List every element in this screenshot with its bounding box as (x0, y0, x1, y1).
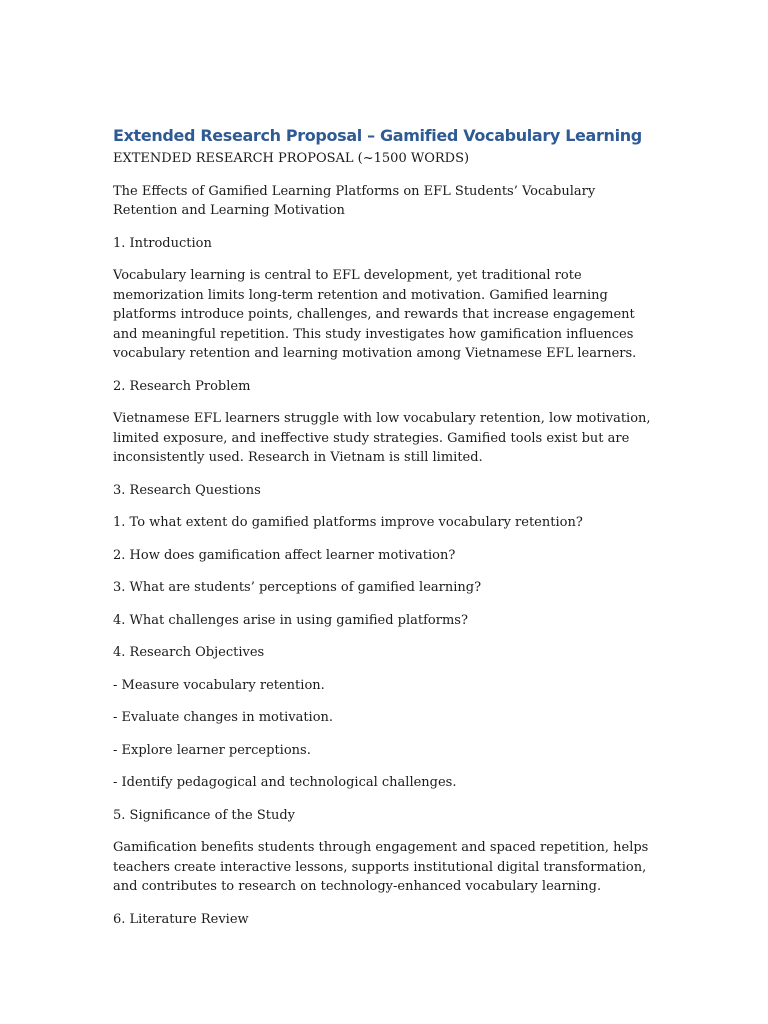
research-question-item: 3. What are students’ perceptions of gamified learning? (113, 580, 482, 595)
research-objective-item: - Measure vocabulary retention. (113, 677, 325, 693)
research-objective-item: - Explore learner perceptions. (113, 742, 311, 758)
section-heading-research-questions: 3. Research Questions (113, 482, 261, 498)
section-heading-research-objectives: 4. Research Objectives (113, 645, 265, 660)
research-question-item: 1. To what extent do gamified platforms improve vocabulary retention? (113, 515, 583, 530)
section-heading-literature-review: 6. Literature Review (113, 911, 249, 927)
section-heading-significance: 5. Significance of the Study (113, 807, 295, 823)
research-problem-paragraph: Vietnamese EFL learners struggle with low vocabulary retention, low motivation, limited exposure, and ineffective study strategies. Gamified tools exist but are inconsistently used. Research in Vietnam is still limited. (113, 411, 651, 465)
section-heading-introduction: 1. Introduction (113, 235, 212, 251)
research-objective-item: - Identify pedagogical and technological challenges. (113, 775, 457, 790)
research-objective-item: - Evaluate changes in motivation. (113, 710, 334, 725)
document-title: Extended Research Proposal – Gamified Vocabulary Learning (113, 126, 642, 145)
introduction-paragraph: Vocabulary learning is central to EFL development, yet traditional rote memorization limits long-term retention and motivation. Gamified learning platforms introduce points, challenges, and rewards that increase engagement and meaningful repetition. This study investigates how gamification influences vocabulary retention and learning motivation among Vietnamese EFL learners. (113, 268, 637, 361)
document-page (113, 124, 658, 929)
document-subtitle: EXTENDED RESEARCH PROPOSAL (~1500 WORDS) (113, 151, 470, 166)
research-question-item: 4. What challenges arise in using gamified platforms? (113, 612, 468, 628)
study-title: The Effects of Gamified Learning Platforms on EFL Students’ Vocabulary Retention and Learning Motivation (113, 183, 596, 218)
significance-paragraph: Gamification benefits students through engagement and spaced repetition, helps teachers create interactive lessons, supports institutional digital transformation, and contributes to research on technology-enhanced vocabulary learning. (113, 840, 649, 894)
section-heading-research-problem: 2. Research Problem (113, 378, 251, 394)
research-question-item: 2. How does gamification affect learner motivation? (113, 547, 456, 563)
